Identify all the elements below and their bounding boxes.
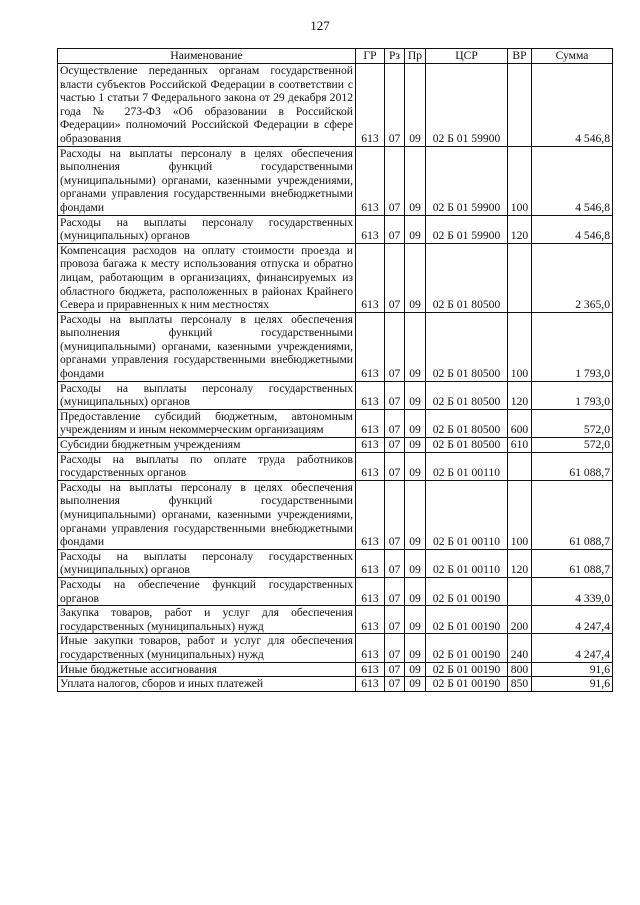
cell-pr: 09 [405,577,426,605]
cell-name: Субсидии бюджетным учреждениям [58,438,356,453]
table-body [58,64,613,692]
cell-pr: 09 [405,549,426,577]
cell-csr: 02 Б 01 80500 [426,409,508,437]
cell-vr: 850 [508,677,532,692]
table-row [58,662,613,677]
cell-pr: 09 [405,634,426,662]
cell-vr: 120 [508,381,532,409]
cell-rz: 07 [385,480,405,549]
cell-pr: 09 [405,452,426,480]
cell-csr: 02 Б 01 00190 [426,662,508,677]
cell-sum: 572,0 [532,409,613,437]
cell-pr: 09 [405,409,426,437]
cell-csr: 02 Б 01 00190 [426,634,508,662]
cell-pr: 09 [405,606,426,634]
cell-sum: 4 247,4 [532,634,613,662]
table-row [58,634,613,662]
cell-rz: 07 [385,452,405,480]
cell-csr: 02 Б 01 00110 [426,480,508,549]
cell-name: Расходы на выплаты по оплате труда работников государственных органов [58,452,356,480]
cell-csr: 02 Б 01 59900 [426,146,508,215]
cell-vr: 600 [508,409,532,437]
cell-csr: 02 Б 01 00110 [426,452,508,480]
cell-vr [508,64,532,147]
table-row [58,577,613,605]
cell-name: Компенсация расходов на оплату стоимости проезда и провоза багажа к месту использования отпуска и обратно лицам, работающим в организациях, финансируемых из областного бюджета, расположенных в районах Крайнего Севера и приравненных к ним местностях [58,243,356,312]
cell-rz: 07 [385,549,405,577]
cell-sum: 572,0 [532,438,613,453]
table-row [58,215,613,243]
header-gr: ГР [356,49,385,64]
cell-vr [508,243,532,312]
table-row [58,64,613,147]
cell-sum: 61 088,7 [532,480,613,549]
table-row [58,312,613,381]
budget-table [57,48,613,692]
cell-vr: 100 [508,480,532,549]
table-row [58,381,613,409]
cell-name: Иные бюджетные ассигнования [58,662,356,677]
cell-sum: 4 546,8 [532,64,613,147]
cell-name: Расходы на выплаты персоналу в целях обеспечения выполнения функций государственными (муниципальными) органами, казенными учреждениями, органами управления государственными внебюджетными фондами [58,146,356,215]
cell-gr: 613 [356,381,385,409]
table-row [58,243,613,312]
cell-csr: 02 Б 01 59900 [426,215,508,243]
cell-name: Расходы на выплаты персоналу государственных (муниципальных) органов [58,549,356,577]
cell-csr: 02 Б 01 80500 [426,438,508,453]
cell-gr: 613 [356,215,385,243]
cell-pr: 09 [405,243,426,312]
cell-rz: 07 [385,662,405,677]
cell-csr: 02 Б 01 80500 [426,312,508,381]
cell-gr: 613 [356,606,385,634]
cell-rz: 07 [385,577,405,605]
cell-pr: 09 [405,480,426,549]
cell-name: Расходы на выплаты персоналу в целях обеспечения выполнения функций государственными (муниципальными) органами, казенными учреждениями, органами управления государственными внебюджетными фондами [58,480,356,549]
cell-vr [508,577,532,605]
cell-sum: 61 088,7 [532,452,613,480]
cell-csr: 02 Б 01 59900 [426,64,508,147]
table-row [58,438,613,453]
table-row [58,452,613,480]
cell-gr: 613 [356,480,385,549]
cell-name: Иные закупки товаров, работ и услуг для обеспечения государственных (муниципальных) нужд [58,634,356,662]
cell-rz: 07 [385,677,405,692]
cell-gr: 613 [356,312,385,381]
cell-pr: 09 [405,438,426,453]
cell-rz: 07 [385,409,405,437]
cell-name: Расходы на выплаты персоналу государственных (муниципальных) органов [58,381,356,409]
cell-sum: 2 365,0 [532,243,613,312]
cell-pr: 09 [405,64,426,147]
cell-name: Уплата налогов, сборов и иных платежей [58,677,356,692]
cell-pr: 09 [405,662,426,677]
cell-name: Предоставление субсидий бюджетным, автономным учреждениям и иным некоммерческим организациям [58,409,356,437]
cell-rz: 07 [385,215,405,243]
cell-csr: 02 Б 01 00190 [426,677,508,692]
cell-gr: 613 [356,677,385,692]
cell-rz: 07 [385,606,405,634]
cell-rz: 07 [385,634,405,662]
cell-csr: 02 Б 01 80500 [426,243,508,312]
cell-pr: 09 [405,677,426,692]
cell-csr: 02 Б 01 00110 [426,549,508,577]
cell-vr: 800 [508,662,532,677]
cell-name: Расходы на выплаты персоналу в целях обеспечения выполнения функций государственными (муниципальными) органами, казенными учреждениями, органами управления государственными внебюджетными фондами [58,312,356,381]
cell-rz: 07 [385,312,405,381]
cell-gr: 613 [356,452,385,480]
table-header-row [58,49,613,64]
cell-gr: 613 [356,438,385,453]
cell-rz: 07 [385,438,405,453]
cell-name: Осуществление переданных органам государственной власти субъектов Российской Федерации в соответствии с частью 1 статьи 7 Федерального закона от 29 декабря 2012 года № 273-ФЗ «Об образовании в Российской Федерации» полномочий Российской Федерации в сфере образования [58,64,356,147]
cell-vr: 120 [508,549,532,577]
cell-csr: 02 Б 01 00190 [426,577,508,605]
header-pr: Пр [405,49,426,64]
cell-gr: 613 [356,243,385,312]
cell-csr: 02 Б 01 80500 [426,381,508,409]
page-number: 127 [310,18,330,33]
cell-pr: 09 [405,312,426,381]
header-sum: Сумма [532,49,613,64]
cell-sum: 61 088,7 [532,549,613,577]
cell-sum: 91,6 [532,677,613,692]
cell-sum: 4 546,8 [532,215,613,243]
cell-sum: 91,6 [532,662,613,677]
table-row [58,677,613,692]
cell-pr: 09 [405,146,426,215]
cell-gr: 613 [356,64,385,147]
cell-vr: 610 [508,438,532,453]
cell-rz: 07 [385,146,405,215]
cell-rz: 07 [385,243,405,312]
cell-gr: 613 [356,549,385,577]
cell-rz: 07 [385,64,405,147]
cell-gr: 613 [356,662,385,677]
cell-vr: 100 [508,312,532,381]
cell-rz: 07 [385,381,405,409]
cell-gr: 613 [356,634,385,662]
cell-sum: 4 546,8 [532,146,613,215]
cell-vr: 240 [508,634,532,662]
cell-csr: 02 Б 01 00190 [426,606,508,634]
cell-gr: 613 [356,577,385,605]
cell-sum: 1 793,0 [532,312,613,381]
cell-name: Расходы на выплаты персоналу государственных (муниципальных) органов [58,215,356,243]
cell-gr: 613 [356,409,385,437]
cell-sum: 1 793,0 [532,381,613,409]
cell-sum: 4 247,4 [532,606,613,634]
cell-name: Расходы на обеспечение функций государственных органов [58,577,356,605]
cell-sum: 4 339,0 [532,577,613,605]
cell-name: Закупка товаров, работ и услуг для обеспечения государственных (муниципальных) нужд [58,606,356,634]
cell-pr: 09 [405,381,426,409]
table-row [58,480,613,549]
table-row [58,146,613,215]
header-vr: ВР [508,49,532,64]
table-row [58,549,613,577]
cell-vr: 200 [508,606,532,634]
cell-vr: 100 [508,146,532,215]
header-name: Наименование [58,49,356,64]
cell-gr: 613 [356,146,385,215]
header-rz: Рз [385,49,405,64]
cell-pr: 09 [405,215,426,243]
cell-vr: 120 [508,215,532,243]
header-csr: ЦСР [426,49,508,64]
table-row [58,606,613,634]
table-row [58,409,613,437]
cell-vr [508,452,532,480]
